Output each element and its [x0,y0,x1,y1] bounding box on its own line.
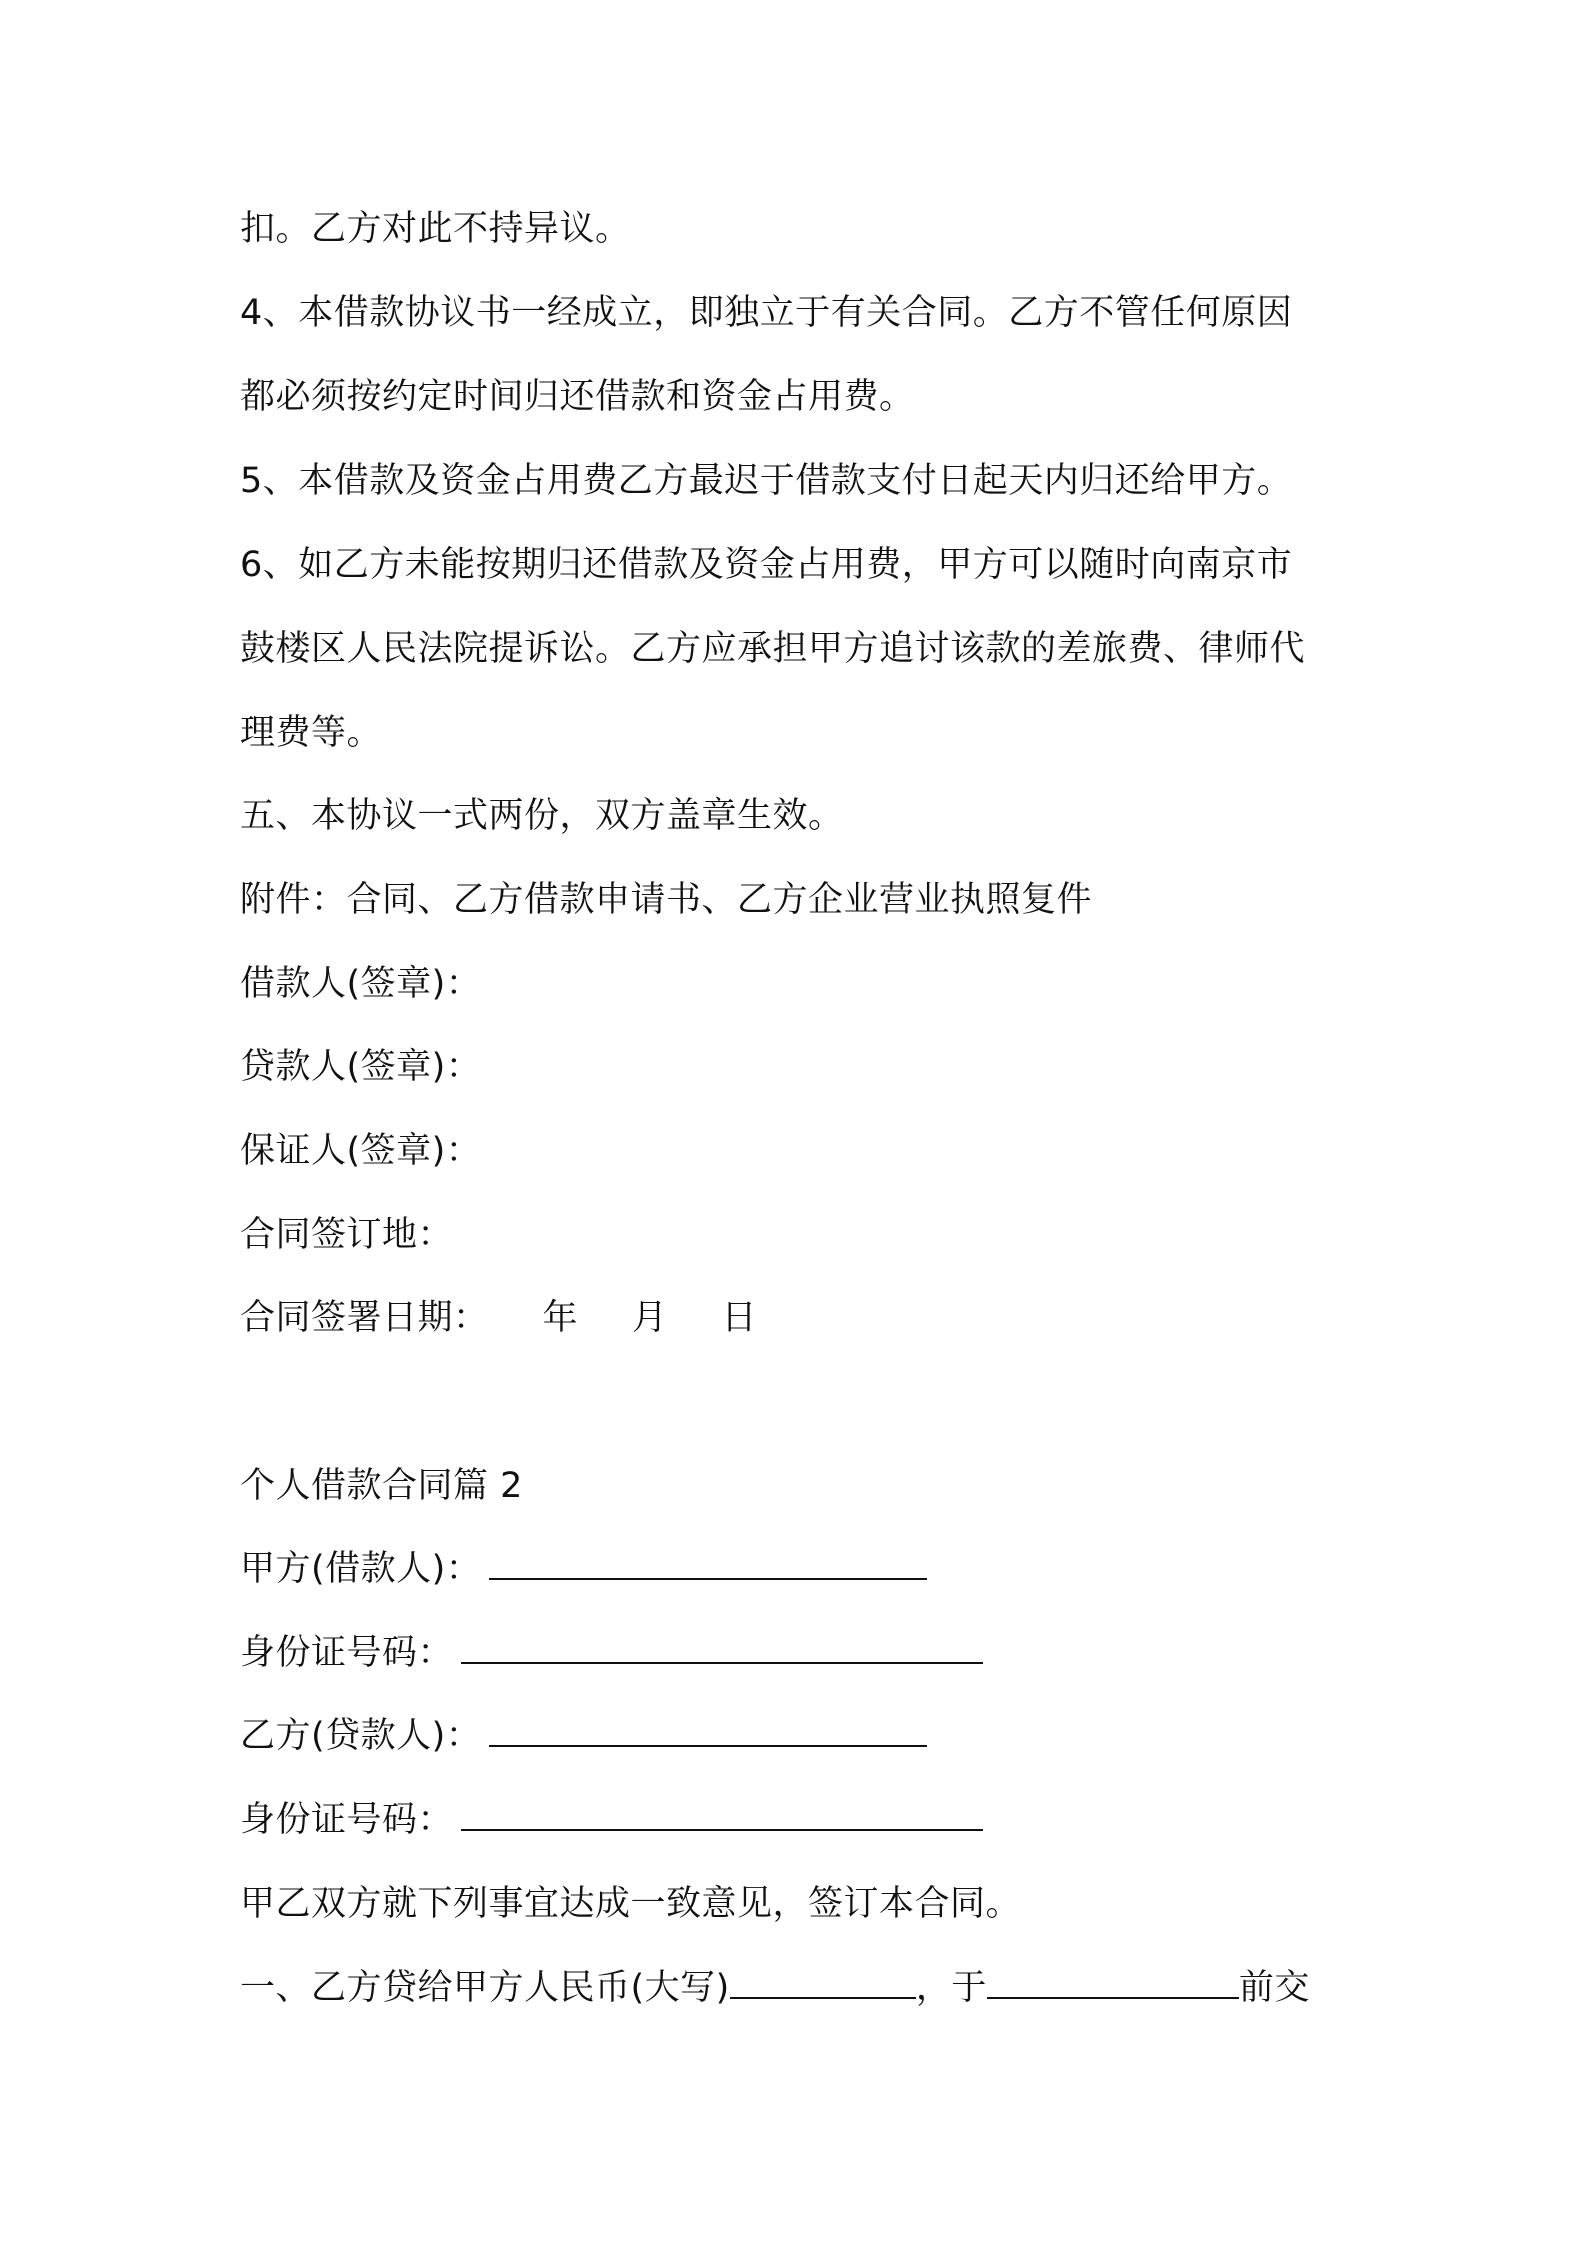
party-a-id-blank [461,1634,983,1664]
party-b-id-blank [461,1801,983,1831]
amount-blank [730,1969,916,1999]
party-b-label: 乙方(贷款人)： [240,1716,482,1756]
party-b-id-line [240,1800,983,1840]
day-label: 日 [721,1298,758,1338]
party-a-id-label: 身份证号码： [240,1633,454,1673]
date-blank [987,1969,1239,1999]
party-b-id-label: 身份证号码： [240,1800,454,1840]
party-a-line [240,1549,927,1589]
party-a-id-line [240,1633,983,1673]
paragraph-line: 扣。乙方对此不持异议。 [240,209,631,249]
attachments-line: 附件：合同、乙方借款申请书、乙方企业营业执照复件 [240,880,1093,920]
signing-place-label: 合同签订地： [240,1215,454,1255]
guarantor-signature-label: 保证人(签章)： [240,1131,482,1171]
paragraph-line: 4、本借款协议书一经成立，即独立于有关合同。乙方不管任何原因 [240,293,1293,333]
month-label: 月 [632,1298,668,1338]
party-a-blank [489,1550,927,1580]
paragraph-line: 理费等。 [240,713,383,753]
section-title: 个人借款合同篇 2 [240,1466,523,1506]
clause-one-line [240,1968,1310,2008]
paragraph-line: 五、本协议一式两份，双方盖章生效。 [240,796,844,836]
party-b-blank [489,1717,927,1747]
paragraph-line: 5、本借款及资金占用费乙方最迟于借款支付日起天内归还给甲方。 [240,461,1293,501]
agreement-intro: 甲乙双方就下列事宜达成一致意见，签订本合同。 [240,1884,1022,1924]
paragraph-line: 都必须按约定时间归还借款和资金占用费。 [240,377,915,417]
paragraph-line: 鼓楼区人民法院提诉讼。乙方应承担甲方追讨该款的差旅费、律师代 [240,629,1306,669]
clause-one-part1: 一、乙方贷给甲方人民币(大写) [240,1968,730,2008]
clause-one-part3: 前交 [1238,1968,1310,2008]
party-a-label: 甲方(借款人)： [240,1549,482,1589]
lender-signature-label: 贷款人(签章)： [240,1047,482,1087]
year-label: 年 [542,1298,579,1338]
paragraph-line: 6、如乙方未能按期归还借款及资金占用费，甲方可以随时向南京市 [240,545,1293,585]
party-b-line [240,1716,927,1756]
clause-one-part2: ，于 [915,1968,987,2008]
borrower-signature-label: 借款人(签章)： [240,964,482,1004]
signing-date-line [240,1298,757,1338]
signing-date-label: 合同签署日期： [240,1298,489,1338]
